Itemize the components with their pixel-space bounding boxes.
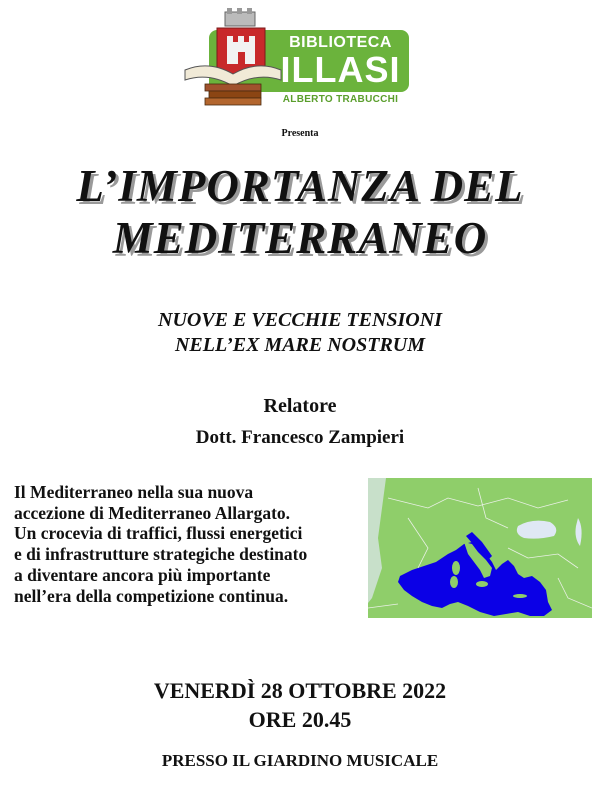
title-line-2: MEDITERRANEO (112, 213, 488, 263)
description (14, 482, 354, 606)
logo-subtitle: ALBERTO TRABUCCHI (282, 94, 399, 105)
library-logo (183, 8, 418, 110)
description-line: nell’era della competizione continua. (14, 585, 289, 606)
subtitle-line-2: NELL’EX MARE NOSTRUM (174, 334, 426, 356)
logo-text-illasi: ILLASI (280, 49, 401, 90)
event-place: PRESSO IL GIARDINO MUSICALE (161, 751, 439, 770)
event-time: ORE 20.45 (248, 707, 352, 732)
speaker-label: Relatore (263, 395, 337, 417)
description-line: e di infrastrutture strategiche destinato (14, 544, 308, 565)
mediterranean-map (368, 478, 592, 618)
description-line: a diventare ancora più importante (14, 564, 271, 585)
title-line-1: L’IMPORTANZA DEL (76, 161, 524, 211)
description-line: accezione di Mediterraneo Allargato. (14, 502, 291, 523)
speaker-name: Dott. Francesco Zampieri (195, 427, 405, 448)
logo-text-biblioteca: BIBLIOTECA (289, 34, 392, 51)
book-castle-icon (183, 8, 283, 110)
description-line: Un crocevia di traffici, flussi energetici (14, 523, 303, 544)
event-date: VENERDÌ 28 OTTOBRE 2022 (153, 678, 447, 703)
description-line: Il Mediterraneo nella sua nuova (14, 482, 254, 502)
presenta-label: Presenta (281, 128, 319, 139)
subtitle-line-1: NUOVE E VECCHIE TENSIONI (158, 309, 442, 331)
